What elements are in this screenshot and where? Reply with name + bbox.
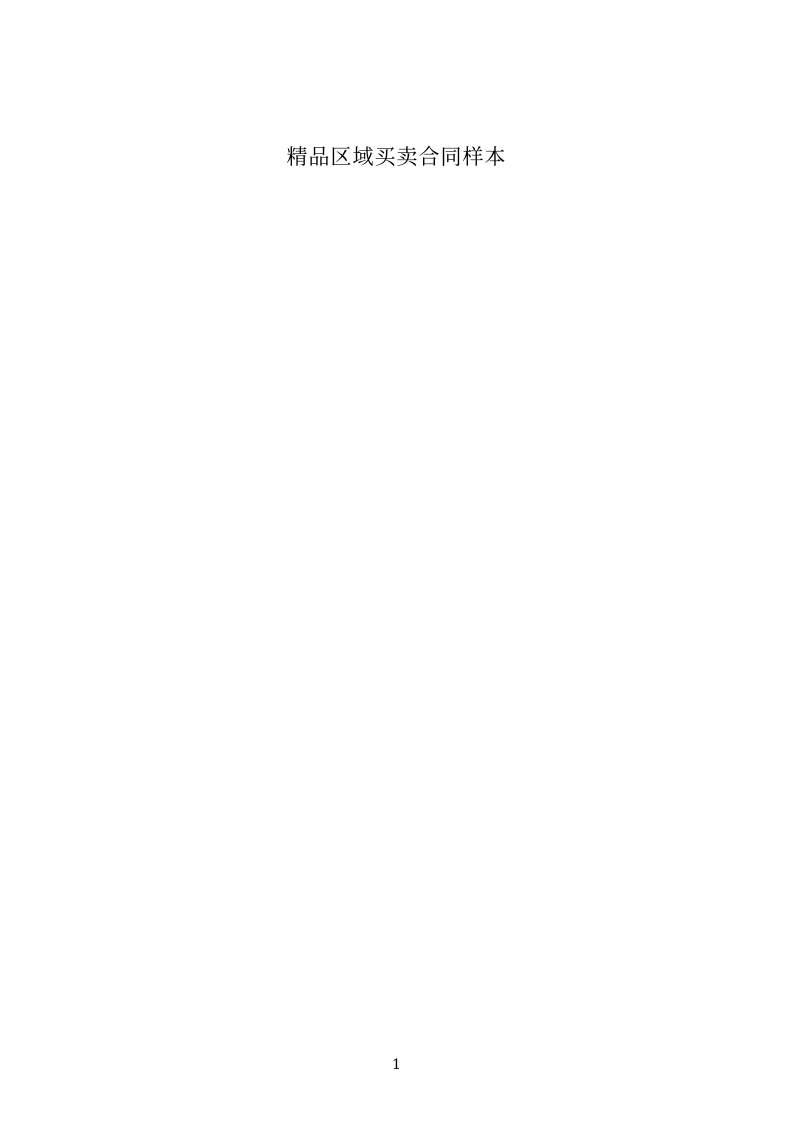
document-title: 精品区域买卖合同样本 (286, 145, 507, 169)
page-number: 1 (392, 1057, 401, 1073)
